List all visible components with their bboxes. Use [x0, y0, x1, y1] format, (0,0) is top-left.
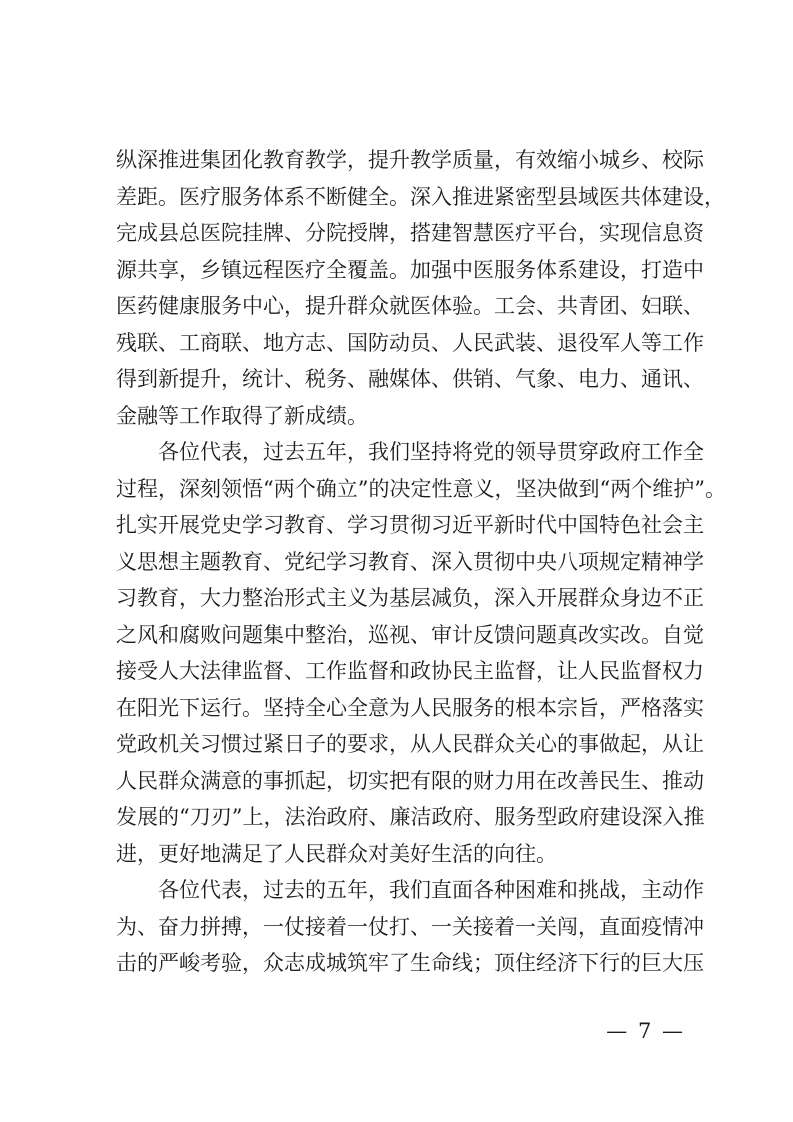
text-line: 发展的“刀刃”上，法治政府、廉洁政府、服务型政府建设深入推	[116, 805, 705, 829]
text-line: 医药健康服务中心，提升群众就医体验。工会、共青团、妇联、	[116, 294, 704, 318]
text-line: 扎实开展党史学习教育、学习贯彻习近平新时代中国特色社会主	[116, 513, 704, 537]
page-number: — 7 —	[606, 1019, 685, 1043]
text-line: 之风和腐败问题集中整治，巡视、审计反馈问题真改实改。自觉	[116, 622, 704, 647]
text-line: 过程，深刻领悟“两个确立”的决定性意义，坚决做到“两个维护”。	[116, 476, 726, 501]
text-line: 残联、工商联、地方志、国防动员、人民武装、退役军人等工作	[116, 330, 704, 355]
text-line: 人民群众满意的事抓起，切实把有限的财力用在改善民生、推动	[116, 768, 704, 793]
text-line: 接受人大法律监督、工作监督和政协民主监督，让人民监督权力	[116, 659, 704, 683]
paragraph-3	[116, 872, 704, 982]
paragraph-1	[116, 142, 725, 434]
text-line: 为、奋力拼搏，一仗接着一仗打、一关接着一关闯，直面疫情冲	[116, 914, 704, 939]
text-line: 击的严峻考验，众志成城筑牢了生命线；顶住经济下行的巨大压	[116, 951, 704, 975]
body-text	[116, 142, 726, 982]
text-line: 在阳光下运行。坚持全心全意为人民服务的根本宗旨，严格落实	[116, 695, 704, 720]
text-line: 进，更好地满足了人民群众对美好生活的向往。	[116, 841, 557, 866]
text-line: 金融等工作取得了新成绩。	[116, 403, 368, 428]
text-line: 党政机关习惯过紧日子的要求，从人民群众关心的事做起，从让	[116, 732, 704, 756]
text-line: 各位代表，过去五年，我们坚持将党的领导贯穿政府工作全	[116, 440, 704, 464]
text-line: 源共享，乡镇远程医疗全覆盖。加强中医服务体系建设，打造中	[116, 257, 704, 282]
text-line: 完成县总医院挂牌、分院授牌，搭建智慧医疗平台，实现信息资	[116, 221, 704, 245]
text-line: 习教育，大力整治形式主义为基层减负，深入开展群众身边不正	[116, 586, 704, 610]
text-line: 各位代表，过去的五年，我们直面各种困难和挑战，主动作	[116, 878, 704, 902]
text-line: 纵深推进集团化教育教学，提升教学质量，有效缩小城乡、校际	[116, 148, 704, 172]
text-line: 得到新提升，统计、税务、融媒体、供销、气象、电力、通讯、	[116, 367, 704, 391]
text-line: 义思想主题教育、党纪学习教育、深入贯彻中央八项规定精神学	[116, 549, 704, 574]
paragraph-2	[116, 434, 726, 872]
text-line: 差距。医疗服务体系不断健全。深入推进紧密型县域医共体建设，	[116, 184, 725, 209]
